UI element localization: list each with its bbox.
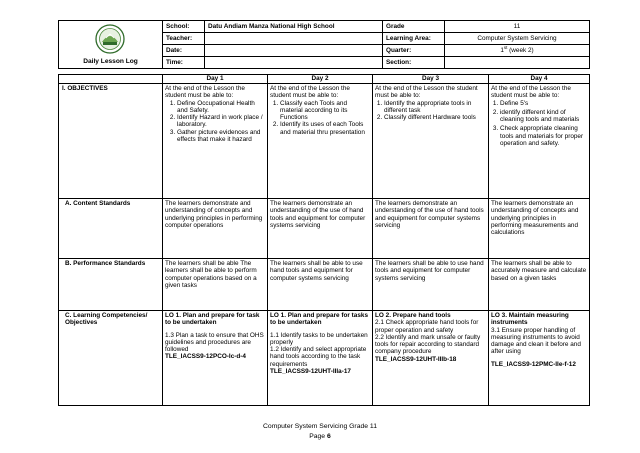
competency-text: 1.1 Identify tasks to be undertaken properly: [270, 331, 368, 346]
competency-title: LO 1. Plan and prepare for tasks to be undertaken: [270, 312, 369, 327]
lesson-table: [58, 74, 590, 406]
objectives-day-3: [373, 84, 489, 199]
objectives-intro: At the end of the Lesson the student must be able to:: [491, 85, 571, 100]
competencies-day-4: [489, 311, 590, 406]
content-standards-day-2: The learners demonstrate an understanding of the use of hand tools and equipment for computer systems servicing: [268, 199, 373, 259]
competencies-day-3: [373, 311, 489, 406]
day-3-header: Day 3: [373, 75, 489, 84]
quarter-value: [445, 45, 590, 57]
competency-text: 2.2 Identify and mark unsafe or faulty tools for repair according to standard company procedure: [375, 333, 481, 356]
objectives-intro: At the end of the Lesson the student must be able to:: [165, 85, 245, 100]
competency-title: LO 3. Maintain measuring instruments: [491, 312, 569, 327]
logo-caption: Daily Lesson Log: [83, 58, 138, 65]
performance-standards-day-1: The learners shall be able The learners shall be able to perform computer operations based on a given tasks: [163, 259, 268, 311]
time-value: [205, 57, 383, 69]
list-item: 1. Define 5's: [500, 100, 587, 107]
days-header-row: [59, 75, 590, 84]
performance-standards-label: B. Performance Standards: [59, 259, 163, 311]
objectives-row: [59, 84, 590, 199]
content-standards-label: A. Content Standards: [59, 199, 163, 259]
footer-title: Computer System Servicing Grade 11: [263, 423, 377, 430]
footer-page: [0, 432, 640, 441]
teacher-label: Teacher:: [163, 33, 205, 45]
competencies-day-1: [163, 311, 268, 406]
competency-text: 3.1 Ensure proper handling of measuring instruments to avoid damage and clean it before and after using: [491, 326, 581, 356]
grade-value: 11: [445, 21, 590, 33]
competencies-row: [59, 311, 590, 406]
list-item: 3. Gather picture evidences and effects that make it hazard: [177, 129, 265, 144]
content-standards-day-3: The learners demonstrate an understanding of the use of hand tools and equipment for computer systems servicing: [373, 199, 489, 259]
list-item: 2. Identify Hazard in work place / laboratory.: [177, 114, 265, 129]
list-item: 1. Define Occupational Health and Safety.: [177, 100, 265, 115]
objectives-intro: At the end of the Lesson the student must be able to:: [375, 85, 478, 100]
competency-title: LO 1. Plan and prepare for task to be undertaken: [165, 312, 260, 327]
section-value: [445, 57, 590, 69]
date-label: Date:: [163, 45, 205, 57]
content-standards-day-1: The learners demonstrate and understanding of concepts and underlying principles in performing computer operations: [163, 199, 268, 259]
day-1-header: Day 1: [163, 75, 268, 84]
objectives-day-2: [268, 84, 373, 199]
list-item: 3. Check appropriate cleaning tools and materials for proper operation and safety.: [500, 125, 587, 147]
competency-code: TLE_IACSS9-12UHT-IIIb-18: [375, 355, 457, 363]
logo-cell: [59, 21, 163, 69]
performance-standards-row: [59, 259, 590, 311]
competencies-label: C. Learning Competencies/ Objectives: [59, 311, 163, 406]
page-label: Page: [309, 433, 327, 440]
objectives-day-4: [489, 84, 590, 199]
list-item: 2. identify different kind of cleaning tools and materials: [500, 109, 587, 124]
objectives-intro: At the end of the Lesson the student must be able to:: [270, 85, 350, 100]
objectives-label: I. OBJECTIVES: [59, 84, 163, 199]
teacher-value: [205, 33, 383, 45]
corner-cell: [59, 75, 163, 84]
competencies-day-2: [268, 311, 373, 406]
competency-code: TLE_IACSS9-12PMC-IIe-f-12: [491, 360, 576, 368]
competency-text: 1.3 Plan a task to ensure that OHS guidelines and procedures are followed: [165, 331, 264, 354]
date-value: [205, 45, 383, 57]
list-item: 2. Classify different Hardware tools: [384, 114, 486, 121]
school-label: School:: [163, 21, 205, 33]
quarter-number: 1: [500, 47, 504, 54]
competency-code: TLE_IACSS9-12PCO-Ic-d-4: [165, 353, 246, 361]
competency-title: LO 2. Prepare hand tools: [375, 312, 451, 319]
grade-label: Grade: [383, 21, 445, 33]
section-label: Section:: [383, 57, 445, 69]
learning-area-value: Computer System Servicing: [445, 33, 590, 45]
list-item: 1. Identify the appropriate tools in different task: [384, 100, 486, 115]
deped-seal-icon: [93, 24, 127, 54]
content-standards-row: [59, 199, 590, 259]
quarter-week: (week 2): [507, 47, 534, 54]
objectives-day-1: [163, 84, 268, 199]
learning-area-label: Learning Area:: [383, 33, 445, 45]
list-item: 1. Classify each Tools and material according to its Functions: [280, 100, 370, 122]
day-2-header: Day 2: [268, 75, 373, 84]
quarter-suffix: st: [503, 44, 508, 50]
time-label: Time:: [163, 57, 205, 69]
competency-code: TLE_IACSS9-12UHT-IIIa-17: [270, 368, 351, 376]
performance-standards-day-4: The learners shall be able to accurately measure and calculate based on a given tasks: [489, 259, 590, 311]
performance-standards-day-3: The learners shall be able to use hand tools and equipment for computer systems servicing: [373, 259, 489, 311]
content-standards-day-4: The learners demonstrate an understanding of concepts and underlying principles in performing measurements and calculations: [489, 199, 590, 259]
list-item: 2. Identify its uses of each Tools and material thru presentation: [280, 121, 370, 136]
quarter-label: Quarter:: [383, 45, 445, 57]
school-value: Datu Andiam Manza National High School: [205, 21, 383, 33]
performance-standards-day-2: The learners shall be able to use hand tools and equipment for computer systems servicing: [268, 259, 373, 311]
header-table: [58, 20, 590, 69]
day-4-header: Day 4: [489, 75, 590, 84]
competency-text: 2.1 Check appropriate hand tools for proper operation and safety: [375, 319, 479, 334]
competency-text: 1.2 Identify and select appropriate hand tools according to the task requirements: [270, 346, 367, 368]
page-number: 6: [326, 433, 331, 440]
